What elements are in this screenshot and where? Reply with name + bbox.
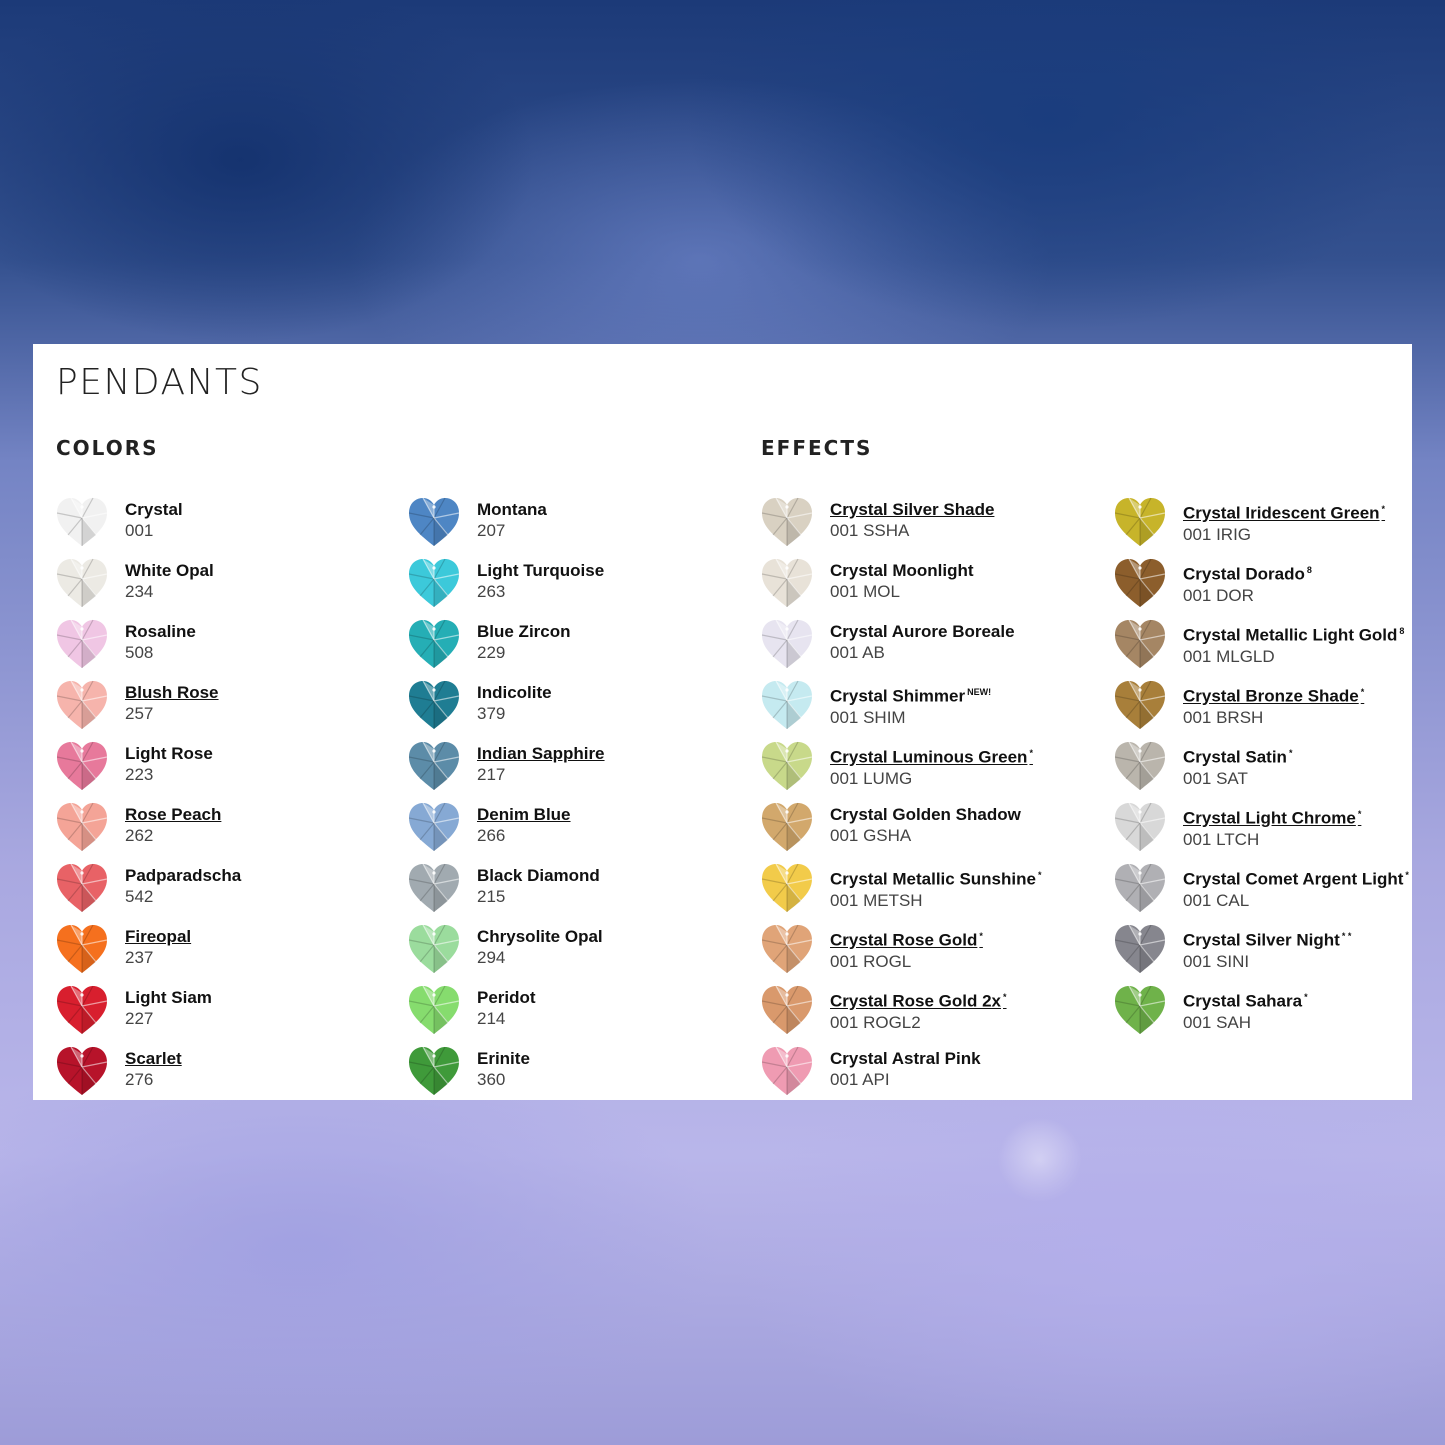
swatch-name xyxy=(830,560,974,581)
swatch-name xyxy=(1183,560,1312,585)
swatch-code: 217 xyxy=(477,765,506,784)
effects-heading: EFFECTS xyxy=(761,436,873,460)
heart-pendant-icon xyxy=(55,984,109,1036)
swatch-name-text: Crystal Dorado xyxy=(1183,564,1305,584)
swatch-code: 001 SSHA xyxy=(830,521,910,540)
swatch-code: 379 xyxy=(477,704,506,723)
heart-pendant-icon xyxy=(55,740,109,792)
swatch-code: 001 xyxy=(125,521,154,540)
swatch-name xyxy=(125,621,196,642)
swatch-code: 257 xyxy=(125,704,154,723)
swatch-name-text: Rose Peach xyxy=(125,805,222,824)
swatch-code: 001 METSH xyxy=(830,890,923,910)
swatch-name xyxy=(477,1048,530,1069)
swatch-name-text: Crystal Iridescent Green xyxy=(1183,503,1380,523)
heart-pendant-icon xyxy=(1113,923,1167,975)
heart-pendant-icon xyxy=(1113,801,1167,853)
heart-pendant-icon xyxy=(1113,984,1167,1036)
swatch-footnote-mark: * xyxy=(1304,992,1308,1002)
swatch-name xyxy=(1183,926,1351,951)
heart-pendant-icon xyxy=(407,1045,461,1097)
heart-pendant-icon xyxy=(55,923,109,975)
swatch-name[interactable] xyxy=(125,804,221,825)
swatch-footnote-mark: NEW! xyxy=(967,687,992,697)
swatch-code: 001 API xyxy=(830,1070,890,1089)
swatch-name-text: Crystal Light Chrome xyxy=(1183,808,1356,828)
swatch-name xyxy=(477,682,552,703)
swatch-name xyxy=(830,865,1041,890)
swatch-name-text: Crystal Rose Gold 2x xyxy=(830,991,1002,1011)
heart-pendant-icon xyxy=(1113,557,1167,609)
heart-pendant-icon xyxy=(760,984,814,1036)
swatch-code: 001 CAL xyxy=(1183,890,1250,910)
swatch-name[interactable] xyxy=(477,804,571,825)
swatch-code: 001 SINI xyxy=(1183,951,1250,971)
heart-pendant-icon xyxy=(760,618,814,670)
swatch-name xyxy=(125,865,241,886)
swatch-name[interactable] xyxy=(830,743,1033,768)
swatch-name[interactable] xyxy=(125,1048,182,1069)
swatch-name-text: Peridot xyxy=(477,988,536,1007)
swatch-name[interactable] xyxy=(830,987,1007,1012)
swatch-code: 001 ROGL xyxy=(830,951,912,971)
swatch-name[interactable] xyxy=(1183,682,1364,707)
swatch-code: 266 xyxy=(477,826,506,845)
swatch-name-text: Indian Sapphire xyxy=(477,744,605,763)
swatch-name-text: White Opal xyxy=(125,561,214,580)
swatch-name xyxy=(125,743,213,764)
swatch-code: 001 SHIM xyxy=(830,707,906,727)
heart-pendant-icon xyxy=(760,1045,814,1097)
swatch-code: 001 MOL xyxy=(830,582,900,601)
swatch-name-text: Indicolite xyxy=(477,683,552,702)
swatch-name-text: Crystal Satin xyxy=(1183,747,1287,767)
swatch-name[interactable] xyxy=(125,682,219,703)
swatch-code: 508 xyxy=(125,643,154,662)
swatch-name[interactable] xyxy=(1183,499,1385,524)
swatch-name xyxy=(477,987,536,1008)
swatch-footnote-mark: * xyxy=(1360,687,1365,697)
swatch-code: 001 IRIG xyxy=(1183,524,1252,544)
swatch-footnote-mark: * xyxy=(1003,992,1007,1002)
swatch-name-text: Crystal Rose Gold xyxy=(830,930,978,950)
swatch-name-text: Denim Blue xyxy=(477,805,571,824)
swatch-name-text: Padparadscha xyxy=(125,866,242,885)
swatch-code: 360 xyxy=(477,1070,506,1089)
heart-pendant-icon xyxy=(407,862,461,914)
swatch-name xyxy=(830,1048,981,1069)
swatch-name-text: Blush Rose xyxy=(125,683,219,702)
swatch-name-text: Crystal Bronze Shade xyxy=(1183,686,1359,706)
heart-pendant-icon xyxy=(1113,740,1167,792)
heart-pendant-icon xyxy=(760,496,814,548)
swatch-name xyxy=(477,560,604,581)
heart-pendant-icon xyxy=(1113,862,1167,914)
swatch-footnote-mark: * xyxy=(1037,870,1042,880)
heart-pendant-icon xyxy=(1113,679,1167,731)
swatch-name-text: Crystal Comet Argent Light xyxy=(1183,869,1404,889)
swatch-name-text: Chrysolite Opal xyxy=(477,927,603,946)
swatch-code: 001 BRSH xyxy=(1183,707,1264,727)
swatch-code: 001 DOR xyxy=(1183,585,1254,605)
swatch-name xyxy=(1183,621,1404,646)
swatch-footnote-mark: 8 xyxy=(1306,565,1312,575)
swatch-name[interactable] xyxy=(125,926,191,947)
heart-pendant-icon xyxy=(760,679,814,731)
swatch-code: 215 xyxy=(477,887,506,906)
swatch-code: 001 LUMG xyxy=(830,768,913,788)
swatch-name-text: Light Rose xyxy=(125,744,213,763)
swatch-code: 227 xyxy=(125,1009,154,1028)
swatch-name-text: Erinite xyxy=(477,1049,530,1068)
swatch-name-text: Crystal Golden Shadow xyxy=(830,805,1021,824)
swatch-name[interactable] xyxy=(830,499,994,520)
swatch-name xyxy=(1183,743,1292,768)
heart-pendant-icon xyxy=(55,679,109,731)
swatch-code: 276 xyxy=(125,1070,154,1089)
swatch-name-text: Fireopal xyxy=(125,927,192,946)
swatch-code: 001 ROGL2 xyxy=(830,1012,921,1032)
colors-heading: COLORS xyxy=(56,436,159,460)
page-title: PENDANTS xyxy=(56,362,263,403)
swatch-name-text: Crystal Silver Night xyxy=(1183,930,1340,950)
heart-pendant-icon xyxy=(760,801,814,853)
heart-pendant-icon xyxy=(55,618,109,670)
swatch-name-text: Crystal Metallic Sunshine xyxy=(830,869,1036,889)
swatch-name xyxy=(1183,865,1409,890)
swatch-code: 237 xyxy=(125,948,154,967)
swatch-name-text: Crystal Shimmer xyxy=(830,686,966,706)
heart-pendant-icon xyxy=(760,923,814,975)
swatch-name xyxy=(477,499,547,520)
swatch-name-text: Crystal xyxy=(125,500,183,519)
swatch-code: 294 xyxy=(477,948,506,967)
heart-pendant-icon xyxy=(407,923,461,975)
heart-pendant-icon xyxy=(55,557,109,609)
swatch-name xyxy=(125,987,212,1008)
heart-pendant-icon xyxy=(407,984,461,1036)
swatch-name-text: Crystal Sahara xyxy=(1183,991,1303,1011)
swatch-name xyxy=(477,926,603,947)
swatch-code: 229 xyxy=(477,643,506,662)
swatch-name xyxy=(830,621,1015,642)
heart-pendant-icon xyxy=(55,862,109,914)
swatch-code: 262 xyxy=(125,826,154,845)
swatch-code: 542 xyxy=(125,887,154,906)
swatch-code: 001 MLGLD xyxy=(1183,646,1275,666)
swatch-code: 263 xyxy=(477,582,506,601)
swatch-name-text: Blue Zircon xyxy=(477,622,571,641)
heart-pendant-icon xyxy=(760,740,814,792)
swatch-name-text: Montana xyxy=(477,500,547,519)
swatch-name xyxy=(830,682,991,707)
heart-pendant-icon xyxy=(407,801,461,853)
swatch-name-text: Black Diamond xyxy=(477,866,600,885)
heart-pendant-icon xyxy=(407,496,461,548)
swatch-name xyxy=(477,621,571,642)
heart-pendant-icon xyxy=(760,862,814,914)
swatch-name-text: Crystal Luminous Green xyxy=(830,747,1028,767)
swatch-code: 001 SAT xyxy=(1183,768,1248,788)
swatch-footnote-mark: * xyxy=(1029,748,1033,758)
swatch-name-text: Crystal Aurore Boreale xyxy=(830,622,1015,641)
swatch-footnote-mark: * xyxy=(1381,504,1386,514)
swatch-name-text: Light Turquoise xyxy=(477,561,605,580)
heart-pendant-icon xyxy=(407,618,461,670)
heart-pendant-icon xyxy=(407,679,461,731)
pendants-panel xyxy=(33,344,1412,1100)
swatch-name xyxy=(477,865,600,886)
heart-pendant-icon xyxy=(55,496,109,548)
swatch-footnote-mark: * xyxy=(1288,748,1293,758)
swatch-code: 001 SAH xyxy=(1183,1012,1252,1032)
swatch-name-text: Crystal Moonlight xyxy=(830,561,974,580)
swatch-name[interactable] xyxy=(830,926,983,951)
swatch-name-text: Rosaline xyxy=(125,622,196,641)
swatch-code: 001 LTCH xyxy=(1183,829,1260,849)
swatch-name[interactable] xyxy=(477,743,605,764)
swatch-code: 234 xyxy=(125,582,154,601)
swatch-name xyxy=(125,499,183,520)
swatch-code: 223 xyxy=(125,765,154,784)
swatch-code: 001 AB xyxy=(830,643,885,662)
swatch-name-text: Crystal Metallic Light Gold xyxy=(1183,625,1398,645)
heart-pendant-icon xyxy=(1113,618,1167,670)
heart-pendant-icon xyxy=(1113,496,1167,548)
swatch-code: 001 GSHA xyxy=(830,826,912,845)
swatch-footnote-mark: 8 xyxy=(1399,626,1405,636)
swatch-name xyxy=(1183,987,1308,1012)
swatch-name-text: Crystal Astral Pink xyxy=(830,1049,981,1068)
swatch-name-text: Crystal Silver Shade xyxy=(830,500,995,519)
heart-pendant-icon xyxy=(407,557,461,609)
swatch-name-text: Light Siam xyxy=(125,988,212,1007)
heart-pendant-icon xyxy=(55,801,109,853)
heart-pendant-icon xyxy=(760,557,814,609)
swatch-footnote-mark: * * xyxy=(1341,931,1352,941)
swatch-code: 207 xyxy=(477,521,506,540)
swatch-footnote-mark: * xyxy=(1405,870,1409,880)
swatch-footnote-mark: * xyxy=(1357,809,1362,819)
swatch-name-text: Scarlet xyxy=(125,1049,182,1068)
swatch-name[interactable] xyxy=(1183,804,1361,829)
heart-pendant-icon xyxy=(407,740,461,792)
swatch-footnote-mark: * xyxy=(979,931,983,941)
heart-pendant-icon xyxy=(55,1045,109,1097)
swatch-name xyxy=(125,560,214,581)
swatch-name xyxy=(830,804,1021,825)
swatch-code: 214 xyxy=(477,1009,506,1028)
